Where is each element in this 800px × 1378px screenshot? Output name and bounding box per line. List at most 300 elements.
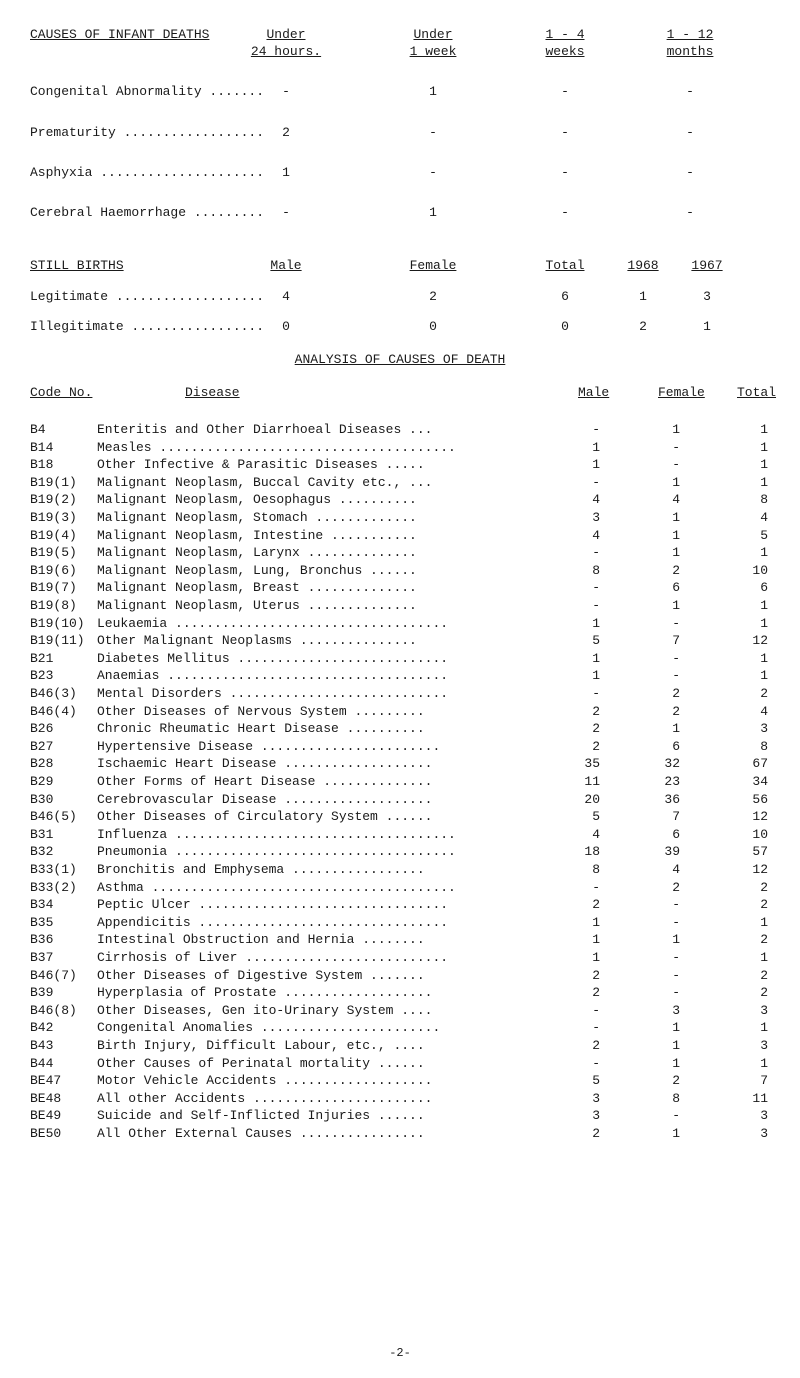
- row-male: 2: [592, 897, 600, 913]
- analysis-row: [0, 1002, 800, 1019]
- row-disease: Other Diseases of Circulatory System ......: [97, 809, 433, 825]
- row-male: 1: [592, 668, 600, 684]
- row-female: 2: [672, 686, 680, 701]
- analysis-row: [0, 579, 800, 596]
- row-code: B46(3): [30, 686, 77, 701]
- row-code: B18: [30, 457, 54, 473]
- infant-header-line1: Under: [413, 27, 453, 42]
- row-disease: Suicide and Self-Inflicted Injuries ......: [97, 1108, 425, 1124]
- row-male: 8: [592, 862, 600, 877]
- row-male: -: [592, 879, 600, 895]
- row-total: 1: [760, 914, 768, 930]
- stillbirths-header: 1967: [691, 258, 723, 273]
- infant-row-value: -: [686, 84, 694, 99]
- infant-row-label: Asphyxia .....................: [30, 165, 265, 180]
- col-header-disease: Disease: [185, 385, 240, 400]
- col-header-code: Code No.: [30, 385, 93, 400]
- stillbirths-row-value: 4: [282, 289, 290, 304]
- row-total: 1: [760, 1020, 768, 1036]
- infant-row-value: -: [429, 125, 437, 140]
- row-female: -: [672, 615, 680, 631]
- infant-header-line2: months: [666, 44, 714, 59]
- stillbirths-row-value: 3: [703, 289, 711, 304]
- row-total: 2: [760, 686, 768, 701]
- row-disease: Malignant Neoplasm, Uterus ..............: [97, 598, 417, 613]
- row-female: 6: [672, 580, 680, 596]
- row-female: -: [672, 439, 680, 455]
- row-disease: Other Diseases of Digestive System .......: [97, 967, 425, 983]
- row-code: B29: [30, 774, 54, 789]
- row-code: B30: [30, 791, 54, 807]
- analysis-row: [0, 456, 800, 473]
- stillbirths-row: [0, 288, 800, 305]
- row-male: 2: [592, 1126, 600, 1141]
- row-total: 11: [752, 1090, 768, 1106]
- stillbirths-row-value: 2: [639, 319, 647, 334]
- row-disease: Other Malignant Neoplasms ...............: [97, 633, 417, 649]
- row-female: -: [672, 457, 680, 473]
- analysis-row: [0, 984, 800, 1001]
- row-female: -: [672, 950, 680, 965]
- row-code: B27: [30, 738, 54, 754]
- analysis-row: [0, 474, 800, 491]
- analysis-row: [0, 650, 800, 667]
- row-female: 1: [672, 527, 680, 543]
- stillbirths-row: [0, 318, 800, 335]
- row-male: 5: [592, 809, 600, 825]
- row-female: -: [672, 650, 680, 666]
- analysis-row: [0, 685, 800, 702]
- row-total: 5: [760, 527, 768, 543]
- row-total: 6: [760, 580, 768, 596]
- analysis-row: [0, 808, 800, 825]
- row-disease: Peptic Ulcer ................................: [97, 897, 449, 913]
- row-total: 1: [760, 457, 768, 473]
- row-disease: Diabetes Mellitus ...........................: [97, 650, 449, 666]
- row-disease: Other Diseases, Gen ito-Urinary System ....: [97, 1002, 433, 1018]
- infant-row-value: -: [686, 165, 694, 180]
- row-code: B19(10): [30, 615, 85, 631]
- row-total: 3: [760, 721, 768, 737]
- row-code: B33(1): [30, 862, 77, 877]
- row-female: 1: [672, 1126, 680, 1141]
- infant-row-value: 1: [429, 205, 437, 220]
- row-female: -: [672, 967, 680, 983]
- row-total: 1: [760, 950, 768, 965]
- row-female: 2: [672, 562, 680, 578]
- row-code: B42: [30, 1020, 54, 1036]
- infant-header-line1: 1 - 12: [666, 27, 714, 42]
- analysis-row: [0, 843, 800, 860]
- row-female: 3: [672, 1002, 680, 1018]
- row-male: -: [592, 686, 600, 701]
- row-disease: All other Accidents .......................: [97, 1090, 433, 1106]
- row-disease: Anaemias ....................................: [97, 668, 449, 684]
- row-total: 3: [760, 1126, 768, 1141]
- row-female: 36: [664, 791, 680, 807]
- row-code: B19(4): [30, 527, 77, 543]
- row-code: B35: [30, 914, 54, 930]
- analysis-row: [0, 597, 800, 614]
- row-male: -: [592, 474, 600, 490]
- row-total: 2: [760, 967, 768, 983]
- row-code: BE48: [30, 1090, 62, 1106]
- row-male: 1: [592, 650, 600, 666]
- analysis-row: [0, 738, 800, 755]
- row-disease: Congenital Anomalies .......................: [97, 1020, 441, 1036]
- row-code: B46(8): [30, 1002, 77, 1018]
- row-code: B33(2): [30, 879, 77, 895]
- row-total: 2: [760, 932, 768, 948]
- row-code: B23: [30, 668, 54, 684]
- row-female: 1: [672, 1020, 680, 1036]
- analysis-row: [0, 1055, 800, 1072]
- stillbirths-title: STILL BIRTHS: [30, 258, 124, 273]
- row-code: B28: [30, 756, 54, 772]
- analysis-row: [0, 703, 800, 720]
- infant-row: [0, 204, 800, 221]
- stillbirths-row-value: 0: [561, 319, 569, 334]
- infant-row-value: -: [561, 84, 569, 99]
- row-disease: Intestinal Obstruction and Hernia ........: [97, 932, 425, 948]
- analysis-row: [0, 667, 800, 684]
- row-female: 1: [672, 474, 680, 490]
- row-male: 2: [592, 721, 600, 737]
- row-male: 2: [592, 703, 600, 719]
- row-disease: Enteritis and Other Diarrhoeal Diseases ...: [97, 422, 433, 437]
- row-total: 7: [760, 1073, 768, 1089]
- row-code: B19(6): [30, 562, 77, 578]
- analysis-row: [0, 615, 800, 632]
- row-disease: Leukaemia ...................................: [97, 615, 449, 631]
- stillbirths-header: Female: [409, 258, 457, 273]
- row-disease: Motor Vehicle Accidents ...................: [97, 1073, 433, 1089]
- row-code: BE47: [30, 1073, 62, 1089]
- row-disease: Asthma .......................................: [97, 879, 456, 895]
- row-male: -: [592, 545, 600, 561]
- row-female: -: [672, 1108, 680, 1124]
- row-female: 7: [672, 633, 680, 649]
- infant-row-value: -: [561, 125, 569, 140]
- stillbirths-header: 1968: [627, 258, 659, 273]
- stillbirths-row-label: Illegitimate .................: [30, 319, 265, 334]
- analysis-row: [0, 421, 800, 438]
- row-disease: Influenza ....................................: [97, 826, 456, 842]
- row-male: 1: [592, 615, 600, 631]
- analysis-row: [0, 1037, 800, 1054]
- row-disease: Other Infective & Parasitic Diseases .....: [97, 457, 425, 473]
- row-male: 1: [592, 932, 600, 948]
- row-male: 3: [592, 1090, 600, 1106]
- row-male: 4: [592, 527, 600, 543]
- row-disease: Measles ......................................: [97, 439, 456, 455]
- infant-header-line1: Under: [266, 27, 306, 42]
- row-disease: Cirrhosis of Liver ..........................: [97, 950, 449, 965]
- row-disease: Chronic Rheumatic Heart Disease ..........: [97, 721, 425, 737]
- row-code: B19(5): [30, 545, 77, 561]
- analysis-row: [0, 896, 800, 913]
- row-female: 2: [672, 1073, 680, 1089]
- row-female: 2: [672, 703, 680, 719]
- infant-row-value: -: [686, 205, 694, 220]
- row-code: B4: [30, 422, 46, 437]
- infant-header-line2: 1 week: [409, 44, 457, 59]
- infant-row-label: Congenital Abnormality .......: [30, 84, 265, 99]
- row-female: -: [672, 914, 680, 930]
- row-disease: Hypertensive Disease .......................: [97, 738, 441, 754]
- row-disease: Ischaemic Heart Disease ...................: [97, 756, 433, 772]
- row-total: 57: [752, 844, 768, 860]
- analysis-row: [0, 914, 800, 931]
- stillbirths-row-value: 0: [282, 319, 290, 334]
- row-code: B19(3): [30, 510, 77, 525]
- row-female: 1: [672, 510, 680, 525]
- row-disease: All Other External Causes ................: [97, 1126, 425, 1141]
- analysis-row: [0, 720, 800, 737]
- page-number: -2-: [389, 1346, 411, 1360]
- analysis-row: [0, 949, 800, 966]
- infant-row: [0, 124, 800, 141]
- row-disease: Malignant Neoplasm, Lung, Bronchus ......: [97, 562, 417, 578]
- row-total: 8: [760, 492, 768, 508]
- row-total: 1: [760, 439, 768, 455]
- row-female: 1: [672, 932, 680, 948]
- analysis-row: [0, 1107, 800, 1124]
- row-total: 1: [760, 650, 768, 666]
- row-male: 18: [584, 844, 600, 860]
- row-total: 2: [760, 897, 768, 913]
- analysis-title: ANALYSIS OF CAUSES OF DEATH: [294, 352, 506, 367]
- row-code: B43: [30, 1038, 54, 1053]
- row-code: B14: [30, 439, 54, 455]
- row-code: B46(4): [30, 703, 77, 719]
- analysis-row: [0, 632, 800, 649]
- row-code: BE50: [30, 1126, 62, 1141]
- analysis-row: [0, 439, 800, 456]
- row-male: 3: [592, 510, 600, 525]
- analysis-row: [0, 826, 800, 843]
- infant-header-line2: 24 hours.: [250, 44, 322, 59]
- row-female: 39: [664, 844, 680, 860]
- row-female: 32: [664, 756, 680, 772]
- row-female: -: [672, 668, 680, 684]
- row-disease: Bronchitis and Emphysema .................: [97, 862, 425, 877]
- row-female: 1: [672, 1038, 680, 1053]
- row-total: 10: [752, 826, 768, 842]
- row-female: 1: [672, 598, 680, 613]
- infant-row-value: 2: [282, 125, 290, 140]
- analysis-row: [0, 544, 800, 561]
- row-male: 2: [592, 1038, 600, 1053]
- col-header-female: Female: [658, 385, 705, 400]
- row-male: -: [592, 598, 600, 613]
- row-code: B37: [30, 950, 54, 965]
- row-female: 6: [672, 826, 680, 842]
- row-total: 1: [760, 668, 768, 684]
- row-male: 11: [584, 774, 600, 789]
- stillbirths-row-value: 0: [429, 319, 437, 334]
- row-male: 35: [584, 756, 600, 772]
- analysis-row: [0, 967, 800, 984]
- row-female: -: [672, 985, 680, 1001]
- analysis-row: [0, 879, 800, 896]
- row-code: B46(5): [30, 809, 77, 825]
- row-male: 20: [584, 791, 600, 807]
- analysis-row: [0, 755, 800, 772]
- infant-row-value: -: [282, 205, 290, 220]
- row-female: 2: [672, 879, 680, 895]
- row-male: -: [592, 1055, 600, 1071]
- row-disease: Hyperplasia of Prostate ...................: [97, 985, 433, 1001]
- row-total: 1: [760, 598, 768, 613]
- row-male: -: [592, 422, 600, 437]
- stillbirths-row-value: 1: [703, 319, 711, 334]
- col-header-male: Male: [578, 385, 610, 400]
- row-male: -: [592, 1002, 600, 1018]
- row-female: 1: [672, 422, 680, 437]
- row-female: 4: [672, 862, 680, 877]
- row-disease: Pneumonia ....................................: [97, 844, 456, 860]
- row-total: 12: [752, 809, 768, 825]
- stillbirths-row-value: 2: [429, 289, 437, 304]
- stillbirths-row-label: Legitimate ...................: [30, 289, 265, 304]
- infant-row-label: Cerebral Haemorrhage .........: [30, 205, 265, 220]
- analysis-row: [0, 1019, 800, 1036]
- row-total: 3: [760, 1038, 768, 1053]
- row-total: 12: [752, 633, 768, 649]
- row-disease: Other Causes of Perinatal mortality ......: [97, 1055, 425, 1071]
- row-code: B19(2): [30, 492, 77, 508]
- row-total: 3: [760, 1108, 768, 1124]
- row-male: 3: [592, 1108, 600, 1124]
- row-disease: Malignant Neoplasm, Breast ..............: [97, 580, 417, 596]
- row-code: B21: [30, 650, 54, 666]
- row-female: 1: [672, 1055, 680, 1071]
- row-male: 4: [592, 492, 600, 508]
- row-code: B19(8): [30, 598, 77, 613]
- row-male: 2: [592, 985, 600, 1001]
- infant-row: [0, 164, 800, 181]
- row-total: 2: [760, 879, 768, 895]
- analysis-row: [0, 527, 800, 544]
- analysis-row: [0, 1072, 800, 1089]
- row-code: B36: [30, 932, 54, 948]
- col-header-total: Total: [737, 385, 777, 400]
- stillbirths-header: Male: [270, 258, 302, 273]
- row-code: B44: [30, 1055, 54, 1071]
- infant-row-label: Prematurity ..................: [30, 125, 265, 140]
- row-disease: Other Diseases of Nervous System .........: [97, 703, 425, 719]
- row-female: 1: [672, 721, 680, 737]
- row-code: B39: [30, 985, 54, 1001]
- analysis-row: [0, 1090, 800, 1107]
- analysis-row: [0, 491, 800, 508]
- row-disease: Malignant Neoplasm, Larynx ..............: [97, 545, 417, 561]
- row-total: 34: [752, 774, 768, 789]
- infant-deaths-title: CAUSES OF INFANT DEATHS: [30, 27, 210, 42]
- analysis-row: [0, 931, 800, 948]
- infant-row-value: 1: [429, 84, 437, 99]
- row-disease: Cerebrovascular Disease ...................: [97, 791, 433, 807]
- row-total: 12: [752, 862, 768, 877]
- infant-header-line2: weeks: [545, 44, 585, 59]
- row-male: -: [592, 1020, 600, 1036]
- row-code: B31: [30, 826, 54, 842]
- row-male: 2: [592, 738, 600, 754]
- row-male: 1: [592, 950, 600, 965]
- row-disease: Mental Disorders ............................: [97, 686, 449, 701]
- row-female: 23: [664, 774, 680, 789]
- row-male: 5: [592, 1073, 600, 1089]
- row-code: B26: [30, 721, 54, 737]
- row-total: 67: [752, 756, 768, 772]
- row-female: -: [672, 897, 680, 913]
- row-female: 8: [672, 1090, 680, 1106]
- row-total: 2: [760, 985, 768, 1001]
- row-total: 3: [760, 1002, 768, 1018]
- row-disease: Malignant Neoplasm, Buccal Cavity etc., ...: [97, 474, 433, 490]
- row-disease: Malignant Neoplasm, Oesophagus ..........: [97, 492, 417, 508]
- analysis-row: [0, 791, 800, 808]
- row-total: 1: [760, 474, 768, 490]
- row-male: 2: [592, 967, 600, 983]
- row-disease: Birth Injury, Difficult Labour, etc., ....: [97, 1038, 425, 1053]
- row-disease: Other Forms of Heart Disease ..............: [97, 774, 433, 789]
- infant-row-value: 1: [282, 165, 290, 180]
- infant-row-value: -: [429, 165, 437, 180]
- row-total: 1: [760, 422, 768, 437]
- row-code: B46(7): [30, 967, 77, 983]
- stillbirths-row-value: 1: [639, 289, 647, 304]
- stillbirths-header: Total: [545, 258, 585, 273]
- row-code: B32: [30, 844, 54, 860]
- infant-header-line1: 1 - 4: [545, 27, 585, 42]
- row-code: BE49: [30, 1108, 62, 1124]
- row-code: B19(7): [30, 580, 77, 596]
- row-male: 1: [592, 439, 600, 455]
- row-code: B19(11): [30, 633, 85, 649]
- row-female: 6: [672, 738, 680, 754]
- row-male: 1: [592, 914, 600, 930]
- infant-row-value: -: [561, 165, 569, 180]
- row-total: 8: [760, 738, 768, 754]
- row-male: -: [592, 580, 600, 596]
- row-code: B19(1): [30, 474, 77, 490]
- analysis-row: [0, 509, 800, 526]
- infant-row-value: -: [282, 84, 290, 99]
- row-disease: Malignant Neoplasm, Stomach .............: [97, 510, 417, 525]
- row-total: 4: [760, 703, 768, 719]
- analysis-row: [0, 861, 800, 878]
- row-male: 8: [592, 562, 600, 578]
- infant-row-value: -: [561, 205, 569, 220]
- row-male: 1: [592, 457, 600, 473]
- analysis-row: [0, 562, 800, 579]
- row-total: 10: [752, 562, 768, 578]
- row-total: 1: [760, 615, 768, 631]
- stillbirths-row-value: 6: [561, 289, 569, 304]
- row-disease: Malignant Neoplasm, Intestine ...........: [97, 527, 417, 543]
- infant-row-value: -: [686, 125, 694, 140]
- row-female: 7: [672, 809, 680, 825]
- row-total: 4: [760, 510, 768, 525]
- row-code: B34: [30, 897, 54, 913]
- infant-row: [0, 83, 800, 100]
- row-female: 4: [672, 492, 680, 508]
- row-male: 5: [592, 633, 600, 649]
- row-female: 1: [672, 545, 680, 561]
- row-total: 56: [752, 791, 768, 807]
